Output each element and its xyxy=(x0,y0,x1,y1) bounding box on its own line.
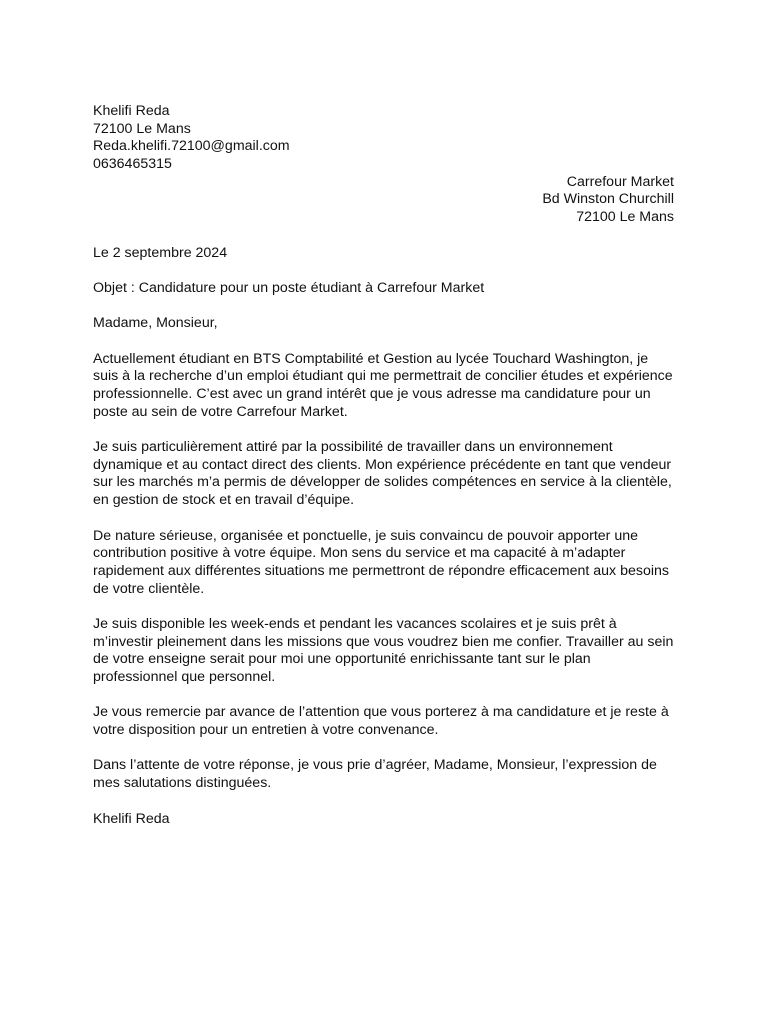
paragraph-line: de votre clientèle. xyxy=(93,580,205,597)
subject-line xyxy=(93,280,674,298)
date-line xyxy=(93,245,674,263)
paragraph-line: Je vous remercie par avance de l’attention que vous porterez à ma candidature et je reste à xyxy=(93,704,669,721)
paragraph-line: poste au sein de votre Carrefour Market. xyxy=(93,403,348,420)
letter-subject: Objet : Candidature pour un poste étudiant à Carrefour Market xyxy=(93,279,485,296)
recipient-company: Carrefour Market xyxy=(566,173,674,190)
sender-name: Khelifi Reda xyxy=(93,103,170,119)
paragraph-line: suis à la recherche d’un emploi étudiant qui me permettrait de concilier études et expérience xyxy=(93,368,673,385)
paragraph-line: rapidement aux différentes situations me permettront de répondre efficacement aux besoins xyxy=(93,562,669,579)
paragraph-3 xyxy=(93,528,674,599)
paragraph-line: en gestion de stock et en travail d’équipe. xyxy=(93,492,355,509)
paragraph-line: de votre enseigne serait pour moi une opportunité enrichissante tant sur le plan xyxy=(93,651,591,668)
paragraph-line: professionnelle. C’est avec un grand intérêt que je vous adresse ma candidature pour un xyxy=(93,386,651,402)
letter-date: Le 2 septembre 2024 xyxy=(93,244,228,261)
paragraph-4 xyxy=(93,616,674,687)
paragraph-line: m’investir pleinement dans les missions que vous voudrez bien me confier. Travailler au sein xyxy=(93,633,674,650)
signature: Khelifi Reda xyxy=(93,810,170,827)
paragraph-line: De nature sérieuse, organisée et ponctuelle, je suis convaincu de pouvoir apporter une xyxy=(93,527,638,544)
recipient-street: Bd Winston Churchill xyxy=(542,191,674,208)
paragraph-line: Je suis disponible les week-ends et pendant les vacances scolaires et je suis prêt à xyxy=(93,615,617,632)
paragraph-line: mes salutations distinguées. xyxy=(93,775,272,792)
sender-block xyxy=(93,103,674,174)
paragraph-line: contribution positive à votre équipe. Mon sens du service et ma capacité à m’adapter xyxy=(93,545,626,562)
signature-line xyxy=(93,811,674,829)
paragraph-line: professionnel que personnel. xyxy=(93,669,276,685)
sender-email: Reda.khelifi.72100@gmail.com xyxy=(93,138,290,155)
paragraph-line: sur les marchés m’a permis de développer de solides compétences en service à la clientèle, xyxy=(93,474,672,491)
spacer xyxy=(93,227,674,245)
paragraph-2 xyxy=(93,439,674,510)
letter-salutation: Madame, Monsieur, xyxy=(93,315,218,332)
sender-city: 72100 Le Mans xyxy=(93,120,191,137)
paragraph-6 xyxy=(93,757,674,792)
paragraph-line: Je suis particulièrement attiré par la possibilité de travailler dans un environnement xyxy=(93,439,613,456)
recipient-city: 72100 Le Mans xyxy=(576,209,674,226)
paragraph-line: Dans l’attente de votre réponse, je vous prie d’agréer, Madame, Monsieur, l’expression de xyxy=(93,757,657,774)
letter-body xyxy=(93,103,674,846)
paragraph-5 xyxy=(93,704,674,739)
paragraph-1 xyxy=(93,351,674,422)
paragraph-line: Actuellement étudiant en BTS Comptabilité et Gestion au lycée Touchard Washington, je xyxy=(93,350,649,367)
recipient-block xyxy=(93,174,674,227)
paragraph-line: votre disposition pour un entretien à votre convenance. xyxy=(93,722,439,739)
sender-phone: 0636465315 xyxy=(93,156,172,173)
paragraph-line: dynamique et au contact direct des clients. Mon expérience précédente en tant que vendeur xyxy=(93,456,672,473)
salutation-line xyxy=(93,315,674,333)
